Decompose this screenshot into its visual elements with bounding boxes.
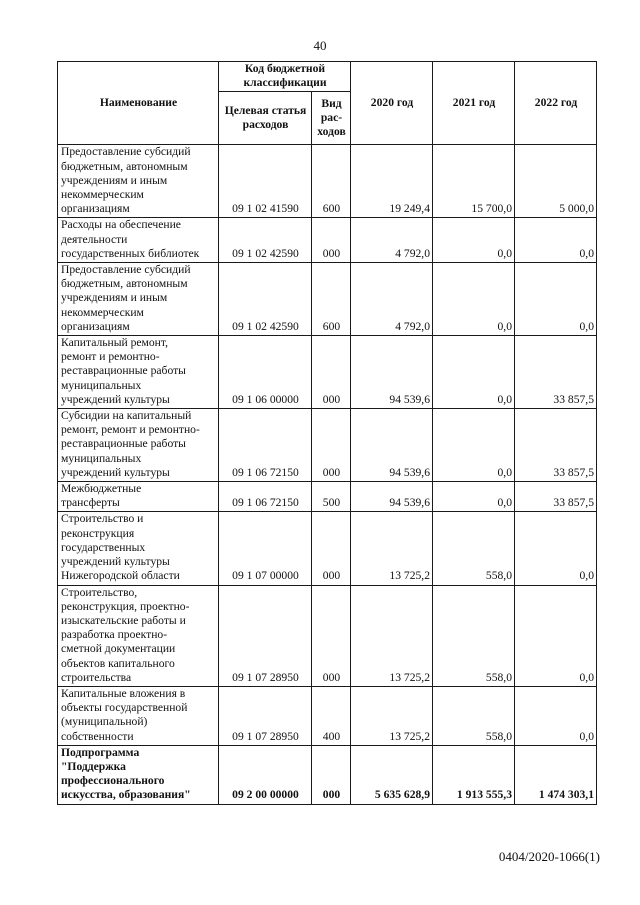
row-target-code: 09 1 06 00000 xyxy=(219,336,312,409)
row-value-2021: 1 913 555,3 xyxy=(433,745,515,804)
row-expense-kind: 600 xyxy=(312,145,351,218)
row-value-2020: 13 725,2 xyxy=(351,512,433,585)
row-value-2021: 0,0 xyxy=(433,482,515,512)
row-value-2020: 4 792,0 xyxy=(351,263,433,336)
row-value-2022: 33 857,5 xyxy=(515,336,597,409)
row-value-2021: 0,0 xyxy=(433,336,515,409)
row-target-code: 09 1 02 41590 xyxy=(219,145,312,218)
table-row xyxy=(58,145,597,218)
row-value-2020: 5 635 628,9 xyxy=(351,745,433,804)
header-code-group: Код бюджетной классификации xyxy=(219,62,351,92)
row-value-2022: 0,0 xyxy=(515,218,597,263)
table-row xyxy=(58,218,597,263)
header-2022: 2022 год xyxy=(515,62,597,145)
row-expense-kind: 000 xyxy=(312,512,351,585)
row-value-2020: 13 725,2 xyxy=(351,585,433,686)
row-value-2022: 0,0 xyxy=(515,686,597,745)
row-value-2022: 33 857,5 xyxy=(515,409,597,482)
row-name: Капитальный ремонт, ремонт и ремонтно- реставрационные работы муниципальных учреждений культуры xyxy=(58,336,219,409)
row-target-code: 09 1 06 72150 xyxy=(219,409,312,482)
row-expense-kind: 000 xyxy=(312,409,351,482)
budget-table xyxy=(57,61,597,805)
table-row xyxy=(58,336,597,409)
row-expense-kind: 000 xyxy=(312,745,351,804)
row-target-code: 09 1 02 42590 xyxy=(219,218,312,263)
row-value-2022: 1 474 303,1 xyxy=(515,745,597,804)
row-value-2022: 0,0 xyxy=(515,512,597,585)
row-target-code: 09 1 07 28950 xyxy=(219,686,312,745)
row-value-2021: 558,0 xyxy=(433,512,515,585)
row-expense-kind: 000 xyxy=(312,585,351,686)
row-name: Строительство, реконструкция, проектно- изыскательские работы и разработка проектно- сметной документации объектов капитального строительства xyxy=(58,585,219,686)
table-row xyxy=(58,409,597,482)
header-target-article: Целевая статья расходов xyxy=(219,92,312,145)
row-name: Предоставление субсидий бюджетным, автономным учреждениям и иным некоммерческим организациям xyxy=(58,263,219,336)
row-value-2020: 94 539,6 xyxy=(351,409,433,482)
row-value-2021: 558,0 xyxy=(433,686,515,745)
row-target-code: 09 2 00 00000 xyxy=(219,745,312,804)
row-target-code: 09 1 06 72150 xyxy=(219,482,312,512)
row-name: Субсидии на капитальный ремонт, ремонт и ремонтно- реставрационные работы муниципальных учреждений культуры xyxy=(58,409,219,482)
row-expense-kind: 400 xyxy=(312,686,351,745)
header-expense-kind: Вид рас-ходов xyxy=(312,92,351,145)
row-name: Межбюджетные трансферты xyxy=(58,482,219,512)
row-value-2020: 13 725,2 xyxy=(351,686,433,745)
table-row xyxy=(58,482,597,512)
header-name: Наименование xyxy=(58,62,219,145)
row-value-2021: 0,0 xyxy=(433,409,515,482)
row-expense-kind: 000 xyxy=(312,336,351,409)
table-row xyxy=(58,585,597,686)
row-target-code: 09 1 07 28950 xyxy=(219,585,312,686)
table-row xyxy=(58,686,597,745)
row-value-2020: 94 539,6 xyxy=(351,482,433,512)
row-name: Капитальные вложения в объекты государственной (муниципальной) собственности xyxy=(58,686,219,745)
document-code: 0404/2020-1066(1) xyxy=(498,849,600,864)
table-row xyxy=(58,512,597,585)
row-expense-kind: 500 xyxy=(312,482,351,512)
row-value-2022: 0,0 xyxy=(515,263,597,336)
row-value-2021: 558,0 xyxy=(433,585,515,686)
row-value-2020: 94 539,6 xyxy=(351,336,433,409)
row-value-2021: 0,0 xyxy=(433,218,515,263)
row-value-2020: 19 249,4 xyxy=(351,145,433,218)
row-name: Строительство и реконструкция государственных учреждений культуры Нижегородской области xyxy=(58,512,219,585)
page-number: 40 xyxy=(313,38,327,53)
table-row xyxy=(58,745,597,804)
row-expense-kind: 600 xyxy=(312,263,351,336)
row-name: Предоставление субсидий бюджетным, автономным учреждениям и иным некоммерческим организациям xyxy=(58,145,219,218)
row-name: Расходы на обеспечение деятельности государственных библиотек xyxy=(58,218,219,263)
row-value-2021: 0,0 xyxy=(433,263,515,336)
row-value-2021: 15 700,0 xyxy=(433,145,515,218)
row-expense-kind: 000 xyxy=(312,218,351,263)
header-2021: 2021 год xyxy=(433,62,515,145)
row-value-2020: 4 792,0 xyxy=(351,218,433,263)
row-value-2022: 0,0 xyxy=(515,585,597,686)
table-row xyxy=(58,263,597,336)
row-name: Подпрограмма "Поддержка профессионального искусства, образования" xyxy=(58,745,219,804)
row-target-code: 09 1 02 42590 xyxy=(219,263,312,336)
row-value-2022: 5 000,0 xyxy=(515,145,597,218)
row-value-2022: 33 857,5 xyxy=(515,482,597,512)
header-2020: 2020 год xyxy=(351,62,433,145)
row-target-code: 09 1 07 00000 xyxy=(219,512,312,585)
